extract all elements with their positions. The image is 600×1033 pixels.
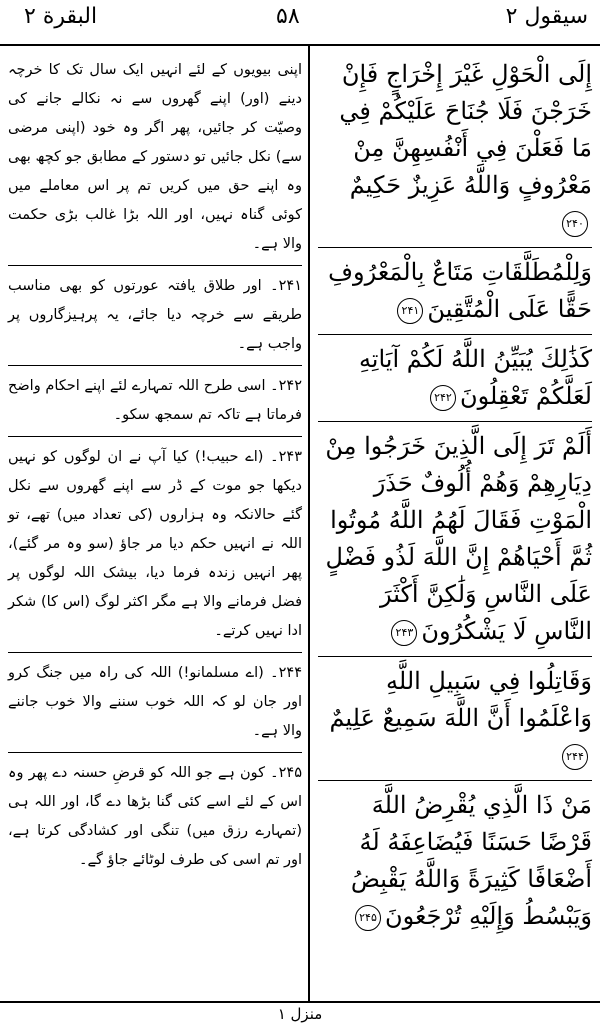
separator [318, 247, 592, 248]
ayah-number-marker: ۲۴۲ [430, 385, 456, 411]
translation-column [8, 56, 302, 875]
verse-240 [318, 56, 592, 241]
verse-text: أَلَمْ تَرَ إِلَى الَّذِينَ خَرَجُوا مِنْ دِيَارِهِمْ وَهُمْ أُلُوفٌ حَذَرَ الْمَوْتِ فَقَالَ لَهُمُ اللَّهُ مُوتُوا ثُمَّ أَحْيَاهُمْ إِنَّ اللَّهَ لَذُو فَضْلٍ عَلَى النَّاسِ وَلَٰكِنَّ أَكْثَرَ النَّاسِ لَا يَشْكُرُونَ [325, 432, 592, 645]
header-rule [0, 44, 600, 46]
separator [8, 752, 302, 753]
translation-243: ۲۴۳۔ (اے حبیب!) کیا آپ نے ان لوگوں کو نہیں دیکھا جو موت کے ڈر سے اپنے گھروں سے نکل گئے حالانکہ وہ ہزاروں (کی تعداد میں) تھے، تو اللہ نے انہیں حکم دیا مر جاؤ (سو وہ مر گئے)، پھر انہیں زندہ فرما دیا، بیشک اللہ لوگوں پر فضل فرمانے والا ہے مگر اکثر لوگ (اس کا) شکر ادا نہیں کرتے۔ [8, 449, 302, 639]
separator [318, 334, 592, 335]
separator [8, 652, 302, 653]
separator [8, 436, 302, 437]
verse-text: وَلِلْمُطَلَّقَاتِ مَتَاعٌ بِالْمَعْرُوفِ حَقًّا عَلَى الْمُتَّقِينَ [328, 258, 592, 323]
manzil-label: منزل ۱ [277, 1005, 323, 1023]
verse-243 [318, 428, 592, 650]
page-header [0, 0, 600, 40]
ayah-number-marker: ۲۴۵ [355, 905, 381, 931]
translation-242: ۲۴۲۔ اسی طرح اللہ تمہارے لئے اپنے احکام واضح فرماتا ہے تاکہ تم سمجھ سکو۔ [8, 378, 302, 423]
ayah-number-marker: ۲۴۰ [562, 211, 588, 237]
ayah-number-marker: ۲۴۳ [391, 620, 417, 646]
separator [318, 656, 592, 657]
arabic-column [318, 56, 592, 935]
page-number: ۵۸ [276, 4, 300, 29]
separator [318, 421, 592, 422]
verse-text: إِلَى الْحَوْلِ غَيْرَ إِخْرَاجٍ فَإِنْ خَرَجْنَ فَلَا جُنَاحَ عَلَيْكُمْ فِي مَا فَعَلْنَ فِي أَنْفُسِهِنَّ مِنْ مَعْرُوفٍ وَاللَّهُ عَزِيزٌ حَكِيمٌ [339, 60, 592, 199]
surah-title: البقرة ۲ [24, 4, 98, 29]
translation-245: ۲۴۵۔ کون ہے جو اللہ کو قرضِ حسنہ دے پھر وہ اس کے لئے اسے کئی گنا بڑھا دے گا، اور اللہ ہی (تمہارے رزق میں) تنگی اور کشادگی کرتا ہے، اور تم اسی کی طرف لوٹائے جاؤ گے۔ [8, 765, 302, 868]
separator [8, 365, 302, 366]
separator [318, 780, 592, 781]
verse-242 [318, 341, 592, 415]
verse-245 [318, 787, 592, 935]
footer-rule [0, 1001, 600, 1003]
ayah-number-marker: ۲۴۱ [397, 298, 423, 324]
column-divider [308, 46, 310, 1001]
verse-text: كَذَٰلِكَ يُبَيِّنُ اللَّهُ لَكُمْ آيَاتِهِ لَعَلَّكُمْ تَعْقِلُونَ [358, 345, 592, 410]
ayah-number-marker: ۲۴۴ [562, 744, 588, 770]
translation-244: ۲۴۴۔ (اے مسلمانو!) اللہ کی راہ میں جنگ کرو اور جان لو کہ اللہ خوب سننے والا خوب جاننے والا ہے۔ [8, 665, 302, 739]
verse-text: وَقَاتِلُوا فِي سَبِيلِ اللَّهِ وَاعْلَمُوا أَنَّ اللَّهَ سَمِيعٌ عَلِيمٌ [329, 667, 592, 732]
verse-241 [318, 254, 592, 328]
verse-text: مَنْ ذَا الَّذِي يُقْرِضُ اللَّهَ قَرْضًا حَسَنًا فَيُضَاعِفَهُ لَهُ أَضْعَافًا كَثِيرَةً وَاللَّهُ يَقْبِضُ وَيَبْسُطُ وَإِلَيْهِ تُرْجَعُونَ [350, 791, 592, 930]
translation-240: اپنی بیویوں کے لئے انہیں ایک سال تک کا خرچہ دینے (اور) اپنے گھروں سے نہ نکالے جانے کی وصیّت کر جائیں، پھر اگر وہ خود (اپنی مرضی سے) نکل جائیں تو دستور کے مطابق جو کچھ بھی وہ اپنے حق میں کریں تم پر اس معاملے میں کوئی گناہ نہیں، اور اللہ بڑا غالب بڑی حکمت والا ہے۔ [8, 62, 302, 252]
translation-241: ۲۴۱۔ اور طلاق یافتہ عورتوں کو بھی مناسب طریقے سے خرچہ دیا جائے، یہ پرہیزگاروں پر واجب ہے۔ [8, 278, 302, 352]
separator [8, 265, 302, 266]
verse-244 [318, 663, 592, 774]
para-title: سیقول ۲ [505, 4, 588, 29]
